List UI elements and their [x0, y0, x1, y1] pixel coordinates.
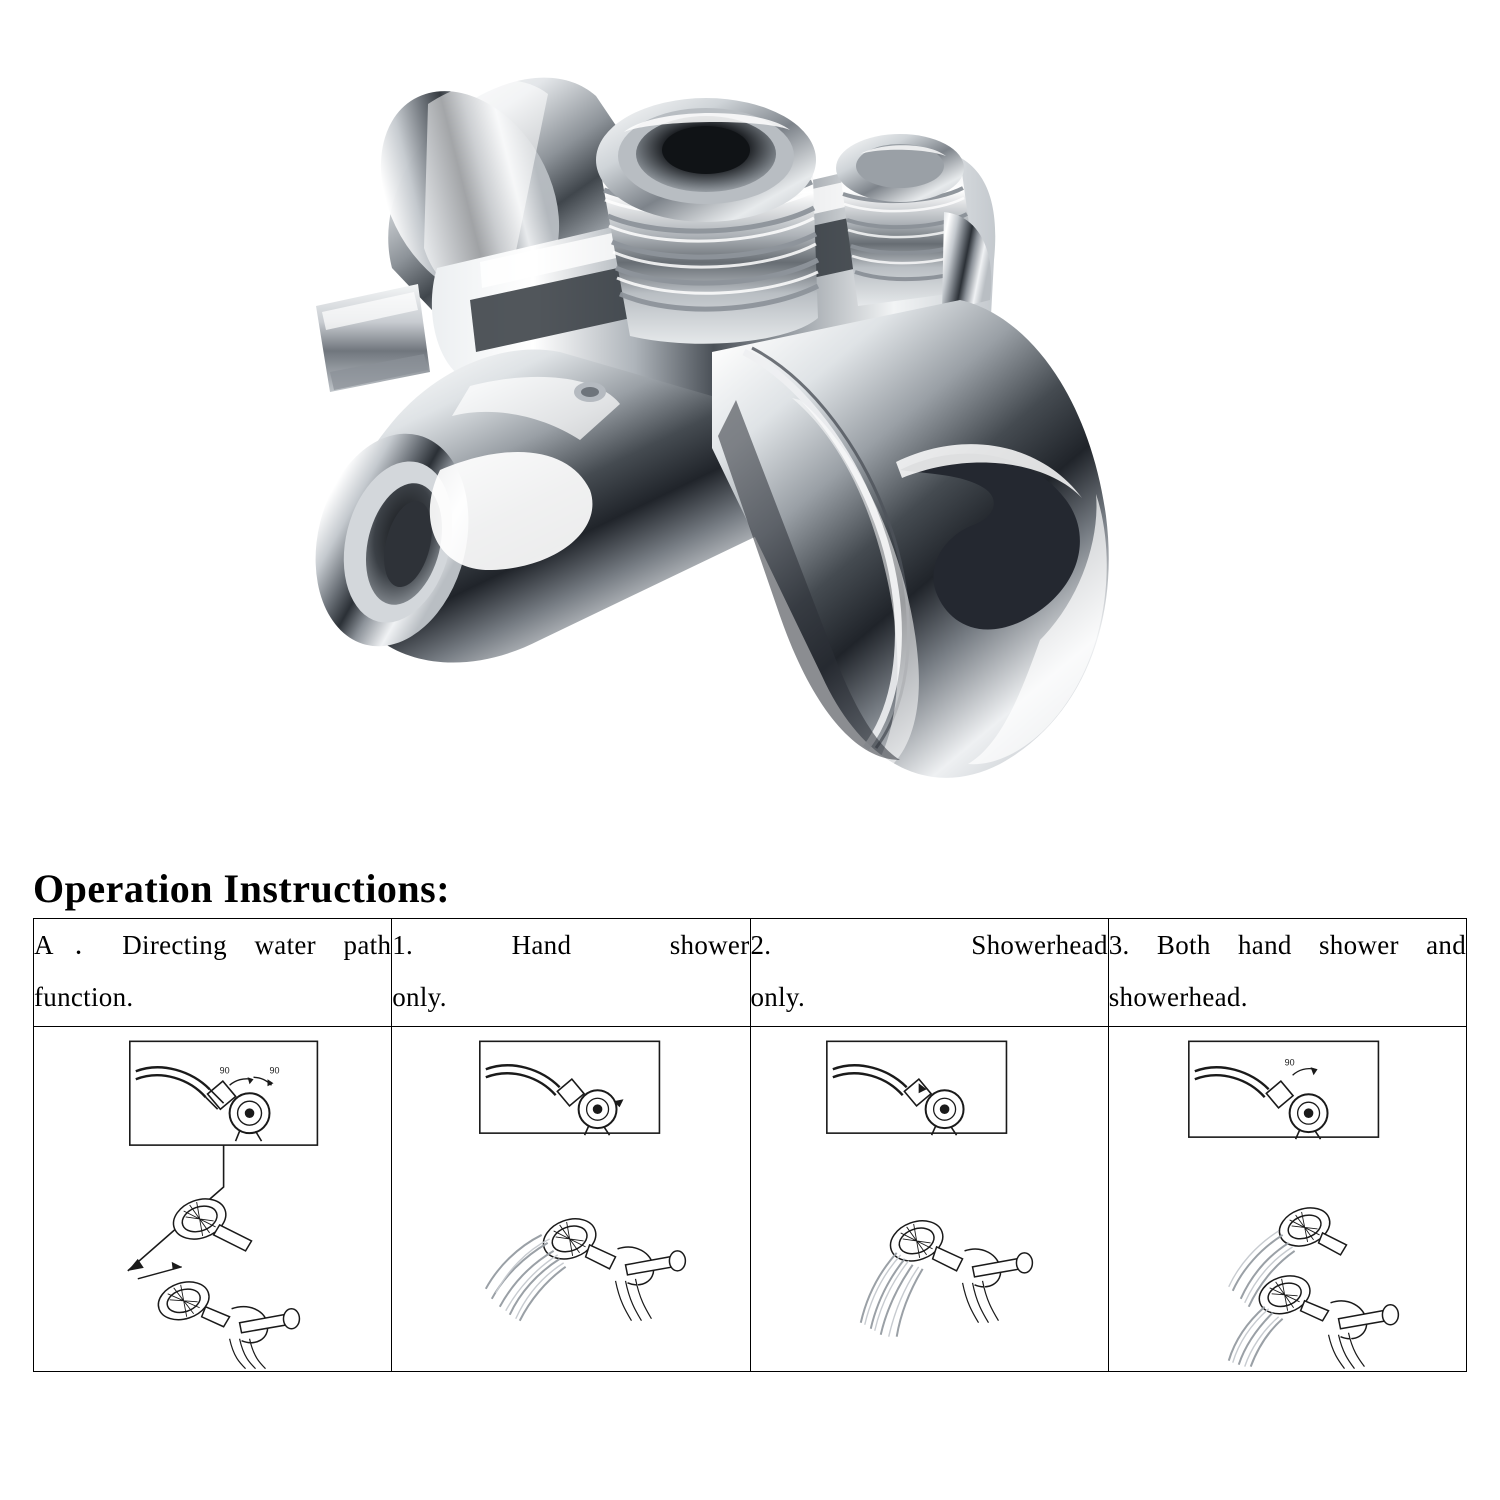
diagram-valve-rotation-with-arrow [34, 1027, 391, 1371]
cell-figure-a [34, 1027, 392, 1372]
diagram-showerhead-only [751, 1027, 1108, 1371]
label-2-line1: 2. Showerhead [750, 930, 1108, 960]
cell-figure-3 [1108, 1027, 1466, 1372]
cell-label-3 [1108, 919, 1466, 1027]
svg-text:90: 90 [219, 1065, 230, 1076]
svg-text:90: 90 [269, 1065, 280, 1076]
diverter-lever [316, 284, 430, 392]
table-row-labels [34, 919, 1467, 1027]
diagram-both-showers [1109, 1027, 1466, 1371]
label-a-line2: function. [34, 982, 134, 1012]
cell-figure-1 [392, 1027, 750, 1372]
shower-bracket-lower [712, 300, 1109, 780]
cell-figure-2 [750, 1027, 1108, 1372]
label-3-line1: 3. Both hand shower and [1108, 930, 1466, 960]
label-1-line1: 1. Hand shower [392, 930, 750, 960]
table-row-figures [34, 1027, 1467, 1372]
page-title: Operation Instructions: [33, 866, 451, 911]
threaded-inlet-top [596, 98, 818, 344]
label-1-line2: only. [392, 982, 447, 1012]
svg-text:90: 90 [1284, 1057, 1295, 1068]
cell-label-2 [750, 919, 1108, 1027]
threaded-outlet-right [836, 134, 991, 312]
label-a-line1: A．Directing water path [34, 930, 392, 960]
label-3-line2: showerhead. [1108, 982, 1248, 1012]
instructions-table [33, 918, 1467, 1372]
diagram-hand-shower-only [392, 1027, 749, 1371]
cell-label-a [34, 919, 392, 1027]
cell-label-1 [392, 919, 750, 1027]
label-2-line2: only. [750, 982, 805, 1012]
